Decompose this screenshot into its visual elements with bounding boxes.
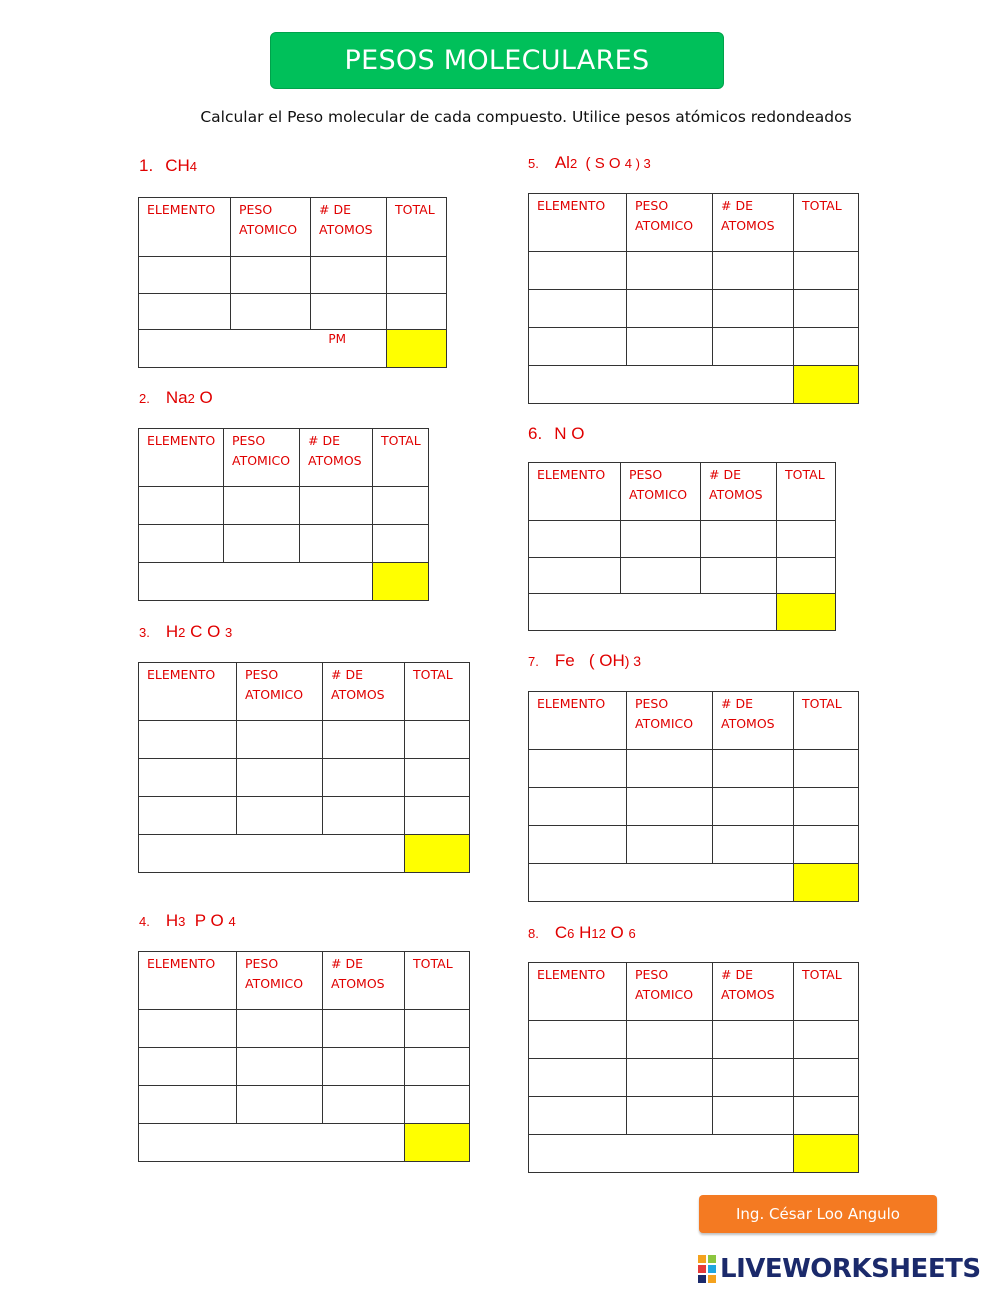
header-peso: PESO ATOMICO xyxy=(224,429,300,487)
input-cell[interactable] xyxy=(237,1086,323,1124)
input-cell[interactable] xyxy=(139,1048,237,1086)
header-total: TOTAL xyxy=(794,194,859,252)
problem-1-table xyxy=(138,197,447,368)
molecular-weight-answer[interactable] xyxy=(777,594,836,631)
input-cell[interactable] xyxy=(529,558,621,594)
input-cell[interactable] xyxy=(405,759,470,797)
input-cell[interactable] xyxy=(405,1010,470,1048)
problem-6-table xyxy=(528,462,836,631)
header-total: TOTAL xyxy=(373,429,429,487)
pm-label: PM xyxy=(139,330,387,368)
header-elemento: ELEMENTO xyxy=(529,963,627,1021)
input-cell[interactable] xyxy=(139,759,237,797)
input-cell[interactable] xyxy=(139,525,224,563)
input-cell[interactable] xyxy=(323,1010,405,1048)
input-cell[interactable] xyxy=(323,1048,405,1086)
page-title: PESOS MOLECULARES xyxy=(344,45,650,76)
header-peso: PESO ATOMICO xyxy=(627,194,713,252)
input-cell[interactable] xyxy=(139,797,237,835)
input-cell[interactable] xyxy=(405,1048,470,1086)
brand-wordmark: LIVEWORKSHEETS xyxy=(720,1254,981,1284)
input-cell[interactable] xyxy=(300,525,373,563)
header-elemento: ELEMENTO xyxy=(139,429,224,487)
input-cell[interactable] xyxy=(231,257,311,294)
input-cell[interactable] xyxy=(621,521,701,558)
input-cell[interactable] xyxy=(139,487,224,525)
input-cell[interactable] xyxy=(139,257,231,294)
input-cell[interactable] xyxy=(323,759,405,797)
problem-5-formula: 5. Al2 ( S O 4 ) 3 xyxy=(528,153,651,172)
author-badge xyxy=(699,1195,937,1233)
input-cell[interactable] xyxy=(627,826,713,864)
molecular-weight-answer[interactable] xyxy=(405,1124,470,1162)
input-cell[interactable] xyxy=(621,558,701,594)
input-cell[interactable] xyxy=(224,487,300,525)
input-cell[interactable] xyxy=(405,1086,470,1124)
input-cell[interactable] xyxy=(627,1021,713,1059)
input-cell[interactable] xyxy=(777,558,836,594)
input-cell[interactable] xyxy=(237,721,323,759)
molecular-weight-answer[interactable] xyxy=(373,563,429,601)
input-cell[interactable] xyxy=(300,487,373,525)
instructions: Calcular el Peso molecular de cada compuesto. Utilice pesos atómicos redondeados xyxy=(200,108,852,126)
input-cell[interactable] xyxy=(311,294,387,330)
input-cell[interactable] xyxy=(387,294,447,330)
problem-4-formula: 4. H3 P O 4 xyxy=(139,911,236,930)
header-total: TOTAL xyxy=(387,198,447,257)
input-cell[interactable] xyxy=(405,797,470,835)
input-cell[interactable] xyxy=(794,826,859,864)
input-cell[interactable] xyxy=(713,788,794,826)
input-cell[interactable] xyxy=(794,252,859,290)
input-cell[interactable] xyxy=(713,1021,794,1059)
input-cell[interactable] xyxy=(139,1010,237,1048)
input-cell[interactable] xyxy=(373,487,429,525)
input-cell[interactable] xyxy=(627,750,713,788)
header-atomos: # DE ATOMOS xyxy=(713,963,794,1021)
input-cell[interactable] xyxy=(627,788,713,826)
input-cell[interactable] xyxy=(237,1048,323,1086)
problem-2-table xyxy=(138,428,429,601)
input-cell[interactable] xyxy=(405,721,470,759)
input-cell[interactable] xyxy=(323,721,405,759)
input-cell[interactable] xyxy=(627,252,713,290)
input-cell[interactable] xyxy=(139,721,237,759)
input-cell[interactable] xyxy=(237,759,323,797)
pm-row xyxy=(139,835,405,873)
input-cell[interactable] xyxy=(529,826,627,864)
molecular-weight-answer[interactable] xyxy=(405,835,470,873)
input-cell[interactable] xyxy=(529,290,627,328)
input-cell[interactable] xyxy=(713,1097,794,1135)
problem-5-table xyxy=(528,193,859,404)
pm-row xyxy=(139,563,373,601)
liveworksheets-logo-icon xyxy=(698,1255,716,1283)
input-cell[interactable] xyxy=(713,328,794,366)
input-cell[interactable] xyxy=(627,290,713,328)
input-cell[interactable] xyxy=(701,558,777,594)
pm-row xyxy=(529,366,794,404)
problem-2-formula: 2. Na2 O xyxy=(139,388,213,407)
input-cell[interactable] xyxy=(224,525,300,563)
problem-8-formula: 8. C6 H12 O 6 xyxy=(528,923,636,942)
input-cell[interactable] xyxy=(529,788,627,826)
input-cell[interactable] xyxy=(139,1086,237,1124)
input-cell[interactable] xyxy=(237,1010,323,1048)
header-atomos: # DE ATOMOS xyxy=(323,952,405,1010)
input-cell[interactable] xyxy=(529,750,627,788)
pm-row xyxy=(529,864,794,902)
header-total: TOTAL xyxy=(794,692,859,750)
problem-7-table xyxy=(528,691,859,902)
input-cell[interactable] xyxy=(529,252,627,290)
input-cell[interactable] xyxy=(794,1021,859,1059)
input-cell[interactable] xyxy=(373,525,429,563)
header-atomos: # DE ATOMOS xyxy=(713,194,794,252)
input-cell[interactable] xyxy=(627,1097,713,1135)
header-peso: PESO ATOMICO xyxy=(621,463,701,521)
input-cell[interactable] xyxy=(237,797,323,835)
input-cell[interactable] xyxy=(529,521,621,558)
input-cell[interactable] xyxy=(529,1097,627,1135)
header-elemento: ELEMENTO xyxy=(529,463,621,521)
header-atomos: # DE ATOMOS xyxy=(701,463,777,521)
header-elemento: ELEMENTO xyxy=(139,198,231,257)
header-peso: PESO ATOMICO xyxy=(627,963,713,1021)
header-total: TOTAL xyxy=(405,952,470,1010)
title-banner xyxy=(270,32,724,89)
problem-6-formula: 6. N O xyxy=(528,424,585,443)
input-cell[interactable] xyxy=(529,1059,627,1097)
problem-3-formula: 3. H2 C O 3 xyxy=(139,622,233,641)
input-cell[interactable] xyxy=(713,1059,794,1097)
input-cell[interactable] xyxy=(627,328,713,366)
header-atomos: # DE ATOMOS xyxy=(713,692,794,750)
input-cell[interactable] xyxy=(529,1021,627,1059)
input-cell[interactable] xyxy=(323,1086,405,1124)
input-cell[interactable] xyxy=(794,1097,859,1135)
input-cell[interactable] xyxy=(701,521,777,558)
header-peso: PESO ATOMICO xyxy=(627,692,713,750)
liveworksheets-logo xyxy=(698,1254,981,1284)
problem-1-formula: 1. CH4 xyxy=(139,156,197,175)
author-name: Ing. César Loo Angulo xyxy=(736,1205,900,1223)
problem-7-formula: 7. Fe ( OH) 3 xyxy=(528,651,642,670)
pm-row xyxy=(529,1135,794,1173)
molecular-weight-answer[interactable] xyxy=(794,366,859,404)
header-peso: PESO ATOMICO xyxy=(237,952,323,1010)
header-atomos: # DE ATOMOS xyxy=(323,663,405,721)
header-total: TOTAL xyxy=(405,663,470,721)
header-elemento: ELEMENTO xyxy=(529,692,627,750)
input-cell[interactable] xyxy=(139,294,231,330)
pm-row xyxy=(139,1124,405,1162)
input-cell[interactable] xyxy=(713,290,794,328)
molecular-weight-answer[interactable] xyxy=(387,330,447,368)
molecular-weight-answer[interactable] xyxy=(794,1135,859,1173)
input-cell[interactable] xyxy=(794,788,859,826)
header-total: TOTAL xyxy=(777,463,836,521)
input-cell[interactable] xyxy=(387,257,447,294)
header-atomos: # DE ATOMOS xyxy=(311,198,387,257)
input-cell[interactable] xyxy=(323,797,405,835)
pm-row xyxy=(529,594,777,631)
header-elemento: ELEMENTO xyxy=(139,952,237,1010)
input-cell[interactable] xyxy=(713,750,794,788)
header-atomos: # DE ATOMOS xyxy=(300,429,373,487)
input-cell[interactable] xyxy=(794,750,859,788)
header-total: TOTAL xyxy=(794,963,859,1021)
input-cell[interactable] xyxy=(777,521,836,558)
problem-4-table xyxy=(138,951,470,1162)
input-cell[interactable] xyxy=(311,257,387,294)
input-cell[interactable] xyxy=(794,1059,859,1097)
input-cell[interactable] xyxy=(794,328,859,366)
input-cell[interactable] xyxy=(231,294,311,330)
input-cell[interactable] xyxy=(529,328,627,366)
problem-8-table xyxy=(528,962,859,1173)
input-cell[interactable] xyxy=(794,290,859,328)
input-cell[interactable] xyxy=(627,1059,713,1097)
header-peso: PESO ATOMICO xyxy=(237,663,323,721)
header-peso: PESO ATOMICO xyxy=(231,198,311,257)
header-elemento: ELEMENTO xyxy=(139,663,237,721)
molecular-weight-answer[interactable] xyxy=(794,864,859,902)
header-elemento: ELEMENTO xyxy=(529,194,627,252)
problem-3-table xyxy=(138,662,470,873)
input-cell[interactable] xyxy=(713,826,794,864)
input-cell[interactable] xyxy=(713,252,794,290)
